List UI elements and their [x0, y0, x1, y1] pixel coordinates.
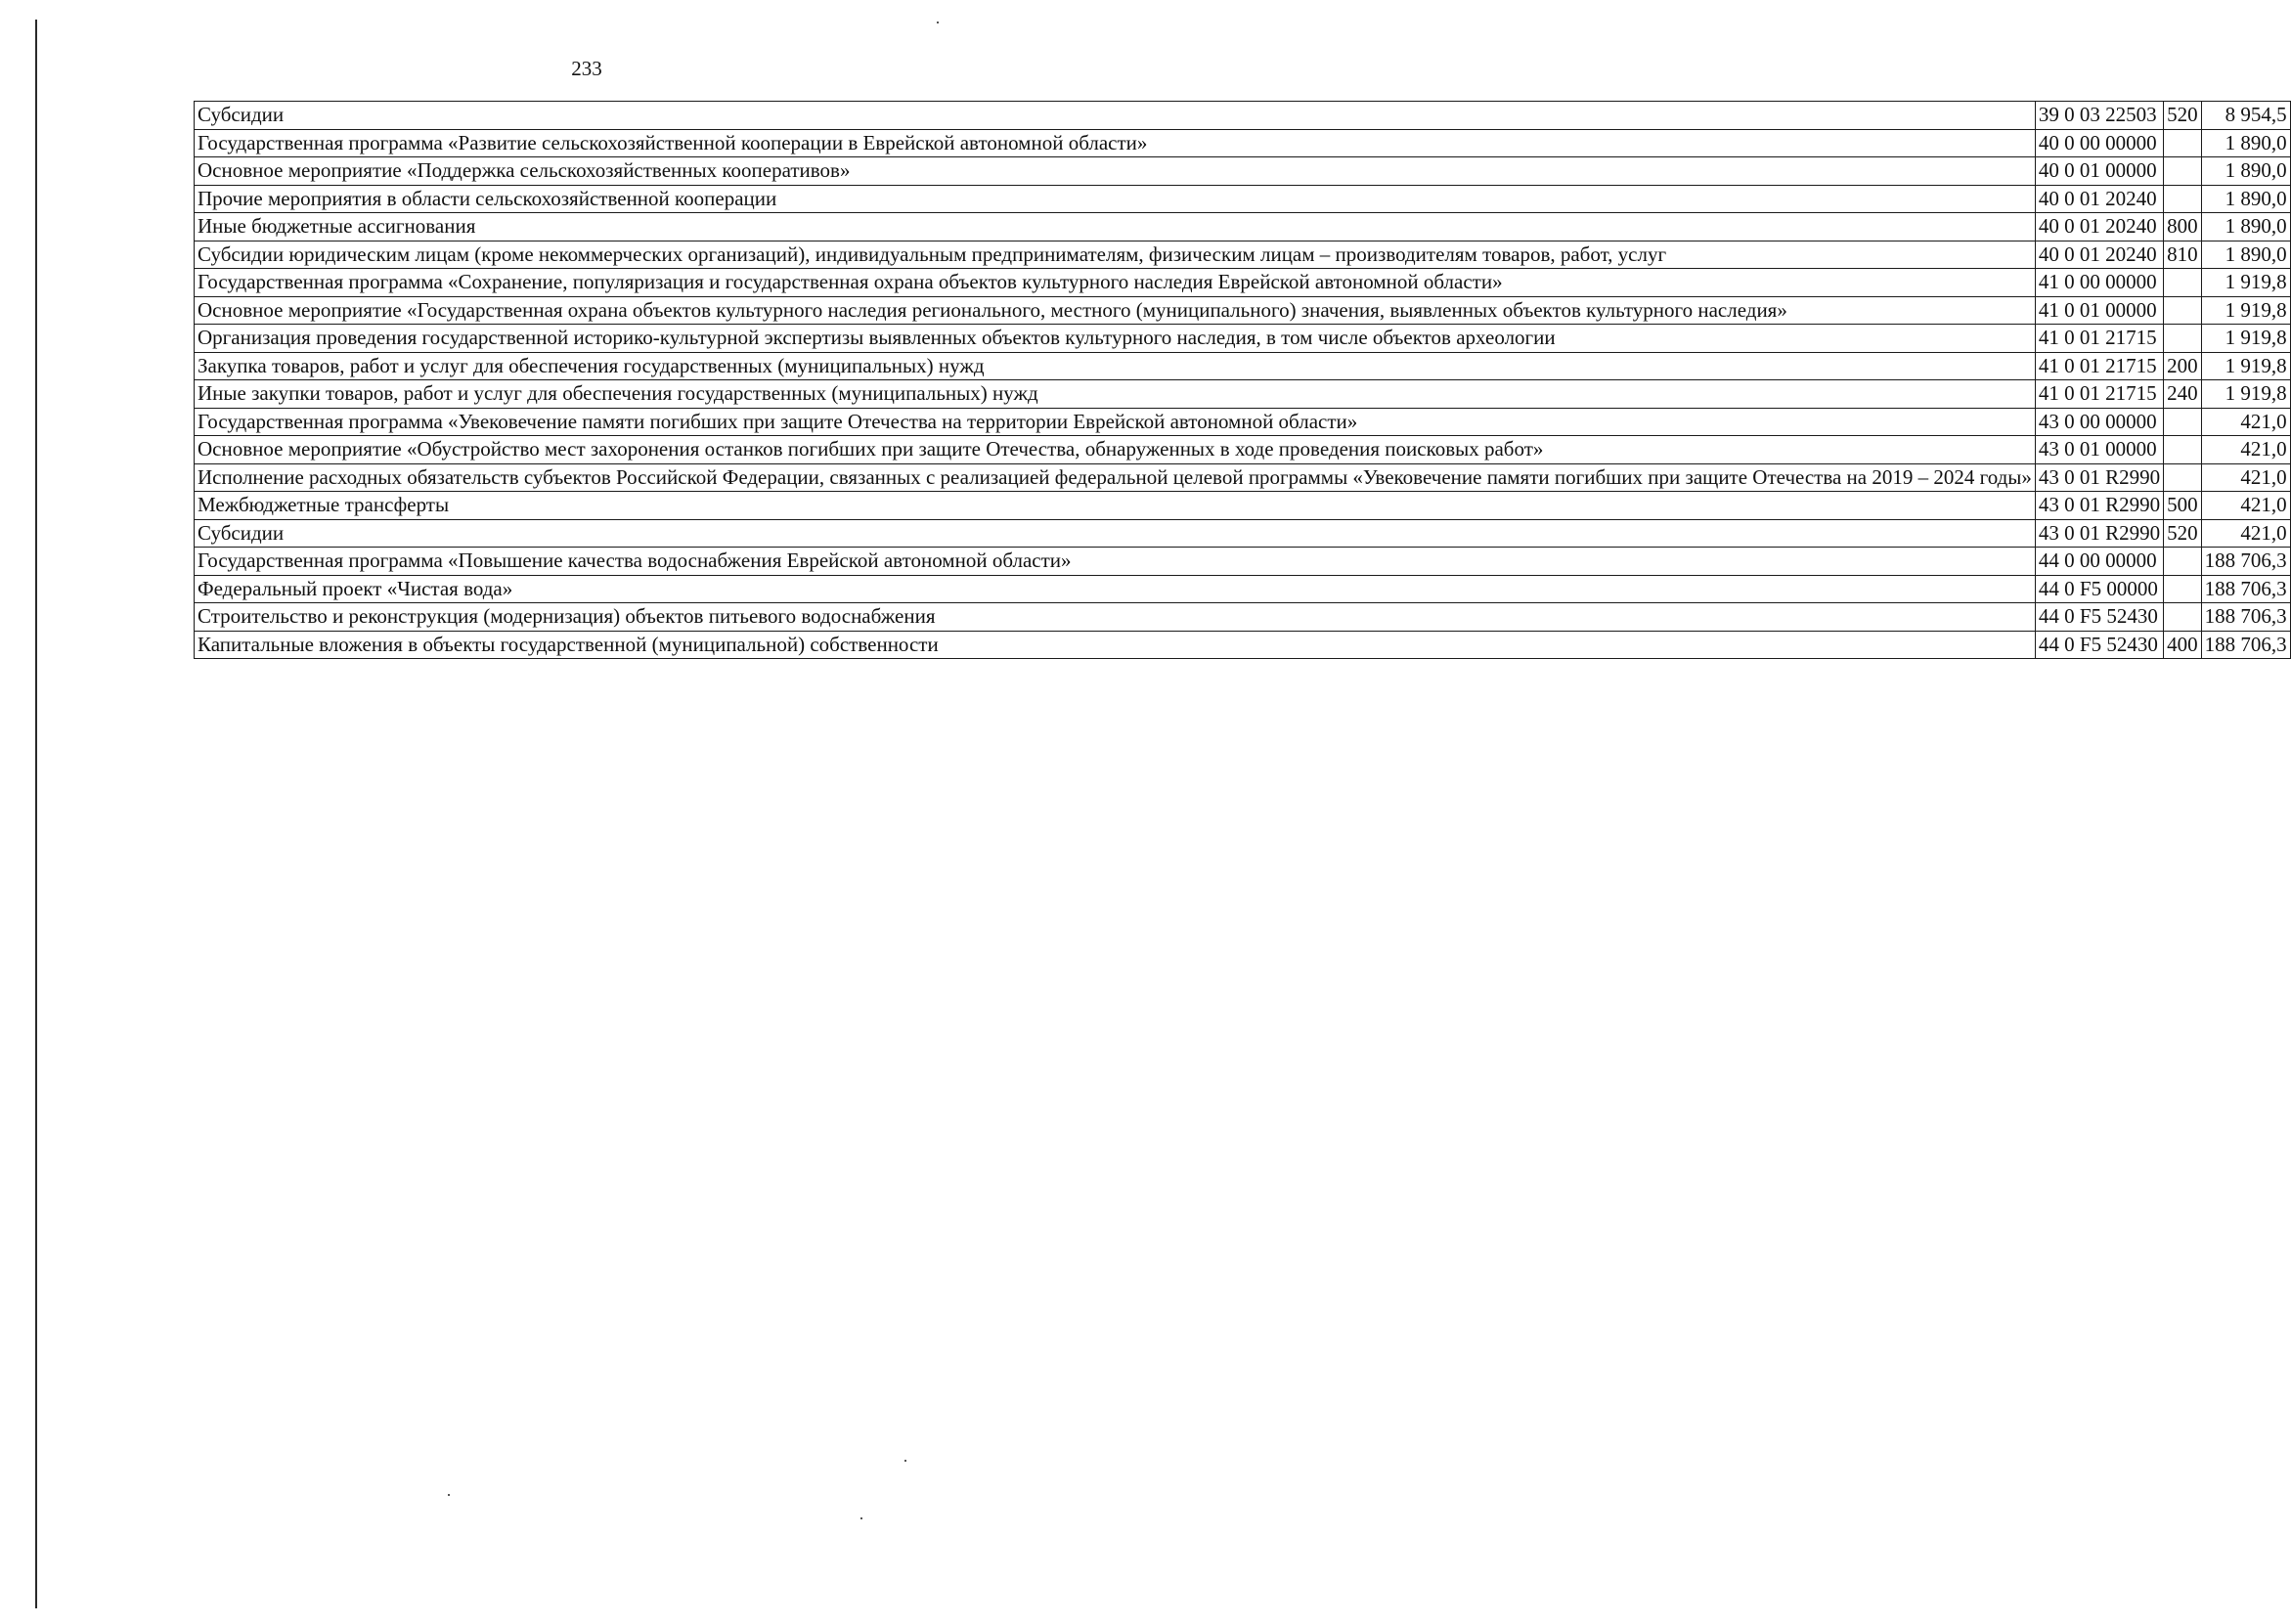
- item-name: Закупка товаров, работ и услуг для обеспечения государственных (муниципальных) нужд: [195, 352, 2036, 380]
- target-code: 43 0 00 00000: [2035, 408, 2163, 436]
- item-name: Федеральный проект «Чистая вода»: [195, 575, 2036, 603]
- table-row: [195, 129, 2291, 157]
- target-code: 40 0 01 20240: [2035, 213, 2163, 241]
- expense-type: [2164, 408, 2202, 436]
- amount: 1 919,8: [2201, 352, 2290, 380]
- target-code: 39 0 03 22503: [2035, 102, 2163, 130]
- target-code: 41 0 01 21715: [2035, 325, 2163, 353]
- table-row: [195, 548, 2291, 576]
- amount: 1 890,0: [2201, 157, 2290, 186]
- amount: 8 954,5: [2201, 102, 2290, 130]
- expense-type: [2164, 157, 2202, 186]
- target-code: 44 0 F5 00000: [2035, 575, 2163, 603]
- page-number: 233: [571, 57, 602, 80]
- target-code: 43 0 01 R2990: [2035, 519, 2163, 548]
- scan-speck: [904, 1460, 906, 1462]
- item-name: Субсидии: [195, 519, 2036, 548]
- item-name: Государственная программа «Развитие сельскохозяйственной кооперации в Еврейской автономной области»: [195, 129, 2036, 157]
- amount: 421,0: [2201, 408, 2290, 436]
- table-row: [195, 325, 2291, 353]
- scan-speck: [860, 1517, 862, 1519]
- table-row: [195, 352, 2291, 380]
- amount: 188 706,3: [2201, 603, 2290, 632]
- expense-type: 400: [2164, 631, 2202, 659]
- expense-type: 520: [2164, 519, 2202, 548]
- amount: 188 706,3: [2201, 631, 2290, 659]
- table-row: [195, 185, 2291, 213]
- expense-type: 800: [2164, 213, 2202, 241]
- amount: 421,0: [2201, 436, 2290, 464]
- target-code: 40 0 01 20240: [2035, 241, 2163, 269]
- table-row: [195, 463, 2291, 492]
- item-name: Основное мероприятие «Государственная охрана объектов культурного наследия регионального, местного (муниципального) значения, выявленных объектов культурного наследия»: [195, 296, 2036, 325]
- amount: 1 890,0: [2201, 129, 2290, 157]
- item-name: Строительство и реконструкция (модернизация) объектов питьевого водоснабжения: [195, 603, 2036, 632]
- scan-edge-line: [35, 20, 37, 1608]
- table-row: [195, 380, 2291, 409]
- target-code: 44 0 00 00000: [2035, 548, 2163, 576]
- target-code: 41 0 01 00000: [2035, 296, 2163, 325]
- item-name: Государственная программа «Повышение качества водоснабжения Еврейской автономной области»: [195, 548, 2036, 576]
- amount: 1 919,8: [2201, 380, 2290, 409]
- target-code: 41 0 01 21715: [2035, 352, 2163, 380]
- expense-type: [2164, 296, 2202, 325]
- expense-type: [2164, 129, 2202, 157]
- expense-type: [2164, 463, 2202, 492]
- target-code: 40 0 01 00000: [2035, 157, 2163, 186]
- item-name: Межбюджетные трансферты: [195, 492, 2036, 520]
- item-name: Основное мероприятие «Поддержка сельскохозяйственных кооперативов»: [195, 157, 2036, 186]
- target-code: 41 0 01 21715: [2035, 380, 2163, 409]
- target-code: 43 0 01 00000: [2035, 436, 2163, 464]
- target-code: 44 0 F5 52430: [2035, 631, 2163, 659]
- item-name: Субсидии юридическим лицам (кроме некоммерческих организаций), индивидуальным предпринимателям, физическим лицам – производителям товаров, работ, услуг: [195, 241, 2036, 269]
- table-row: [195, 408, 2291, 436]
- expense-type: [2164, 436, 2202, 464]
- amount: 1 919,8: [2201, 325, 2290, 353]
- target-code: 41 0 00 00000: [2035, 269, 2163, 297]
- item-name: Иные закупки товаров, работ и услуг для обеспечения государственных (муниципальных) нужд: [195, 380, 2036, 409]
- target-code: 44 0 F5 52430: [2035, 603, 2163, 632]
- target-code: 40 0 01 20240: [2035, 185, 2163, 213]
- item-name: Исполнение расходных обязательств субъектов Российской Федерации, связанных с реализацией федеральной целевой программы «Увековечение памяти погибших при защите Отечества на 2019 – 2024 годы»: [195, 463, 2036, 492]
- expense-type: 200: [2164, 352, 2202, 380]
- table-row: [195, 213, 2291, 241]
- expense-type: [2164, 575, 2202, 603]
- target-code: 40 0 00 00000: [2035, 129, 2163, 157]
- budget-table-body: [195, 102, 2291, 659]
- target-code: 43 0 01 R2990: [2035, 463, 2163, 492]
- amount: 421,0: [2201, 519, 2290, 548]
- scan-speck: [937, 22, 939, 23]
- expense-type: [2164, 548, 2202, 576]
- item-name: Иные бюджетные ассигнования: [195, 213, 2036, 241]
- item-name: Субсидии: [195, 102, 2036, 130]
- item-name: Государственная программа «Увековечение памяти погибших при защите Отечества на территории Еврейской автономной области»: [195, 408, 2036, 436]
- expense-type: 240: [2164, 380, 2202, 409]
- expense-type: 500: [2164, 492, 2202, 520]
- target-code: 43 0 01 R2990: [2035, 492, 2163, 520]
- item-name: Государственная программа «Сохранение, популяризация и государственная охрана объектов культурного наследия Еврейской автономной области»: [195, 269, 2036, 297]
- table-row: [195, 492, 2291, 520]
- amount: 188 706,3: [2201, 548, 2290, 576]
- table-row: [195, 157, 2291, 186]
- amount: 421,0: [2201, 463, 2290, 492]
- budget-table: [194, 101, 2291, 659]
- item-name: Прочие мероприятия в области сельскохозяйственной кооперации: [195, 185, 2036, 213]
- amount: 1 919,8: [2201, 269, 2290, 297]
- amount: 1 890,0: [2201, 241, 2290, 269]
- expense-type: 520: [2164, 102, 2202, 130]
- amount: 188 706,3: [2201, 575, 2290, 603]
- item-name: Капитальные вложения в объекты государственной (муниципальной) собственности: [195, 631, 2036, 659]
- item-name: Организация проведения государственной историко-культурной экспертизы выявленных объектов культурного наследия, в том числе объектов археологии: [195, 325, 2036, 353]
- amount: 1 919,8: [2201, 296, 2290, 325]
- amount: 1 890,0: [2201, 185, 2290, 213]
- expense-type: [2164, 185, 2202, 213]
- table-row: [195, 631, 2291, 659]
- expense-type: [2164, 603, 2202, 632]
- table-row: [195, 519, 2291, 548]
- table-row: [195, 296, 2291, 325]
- amount: 421,0: [2201, 492, 2290, 520]
- item-name: Основное мероприятие «Обустройство мест захоронения останков погибших при защите Отечества, обнаруженных в ходе проведения поисковых работ»: [195, 436, 2036, 464]
- amount: 1 890,0: [2201, 213, 2290, 241]
- table-row: [195, 436, 2291, 464]
- table-row: [195, 102, 2291, 130]
- scan-speck: [448, 1494, 450, 1496]
- expense-type: 810: [2164, 241, 2202, 269]
- expense-type: [2164, 269, 2202, 297]
- table-row: [195, 575, 2291, 603]
- expense-type: [2164, 325, 2202, 353]
- table-row: [195, 603, 2291, 632]
- table-row: [195, 269, 2291, 297]
- table-row: [195, 241, 2291, 269]
